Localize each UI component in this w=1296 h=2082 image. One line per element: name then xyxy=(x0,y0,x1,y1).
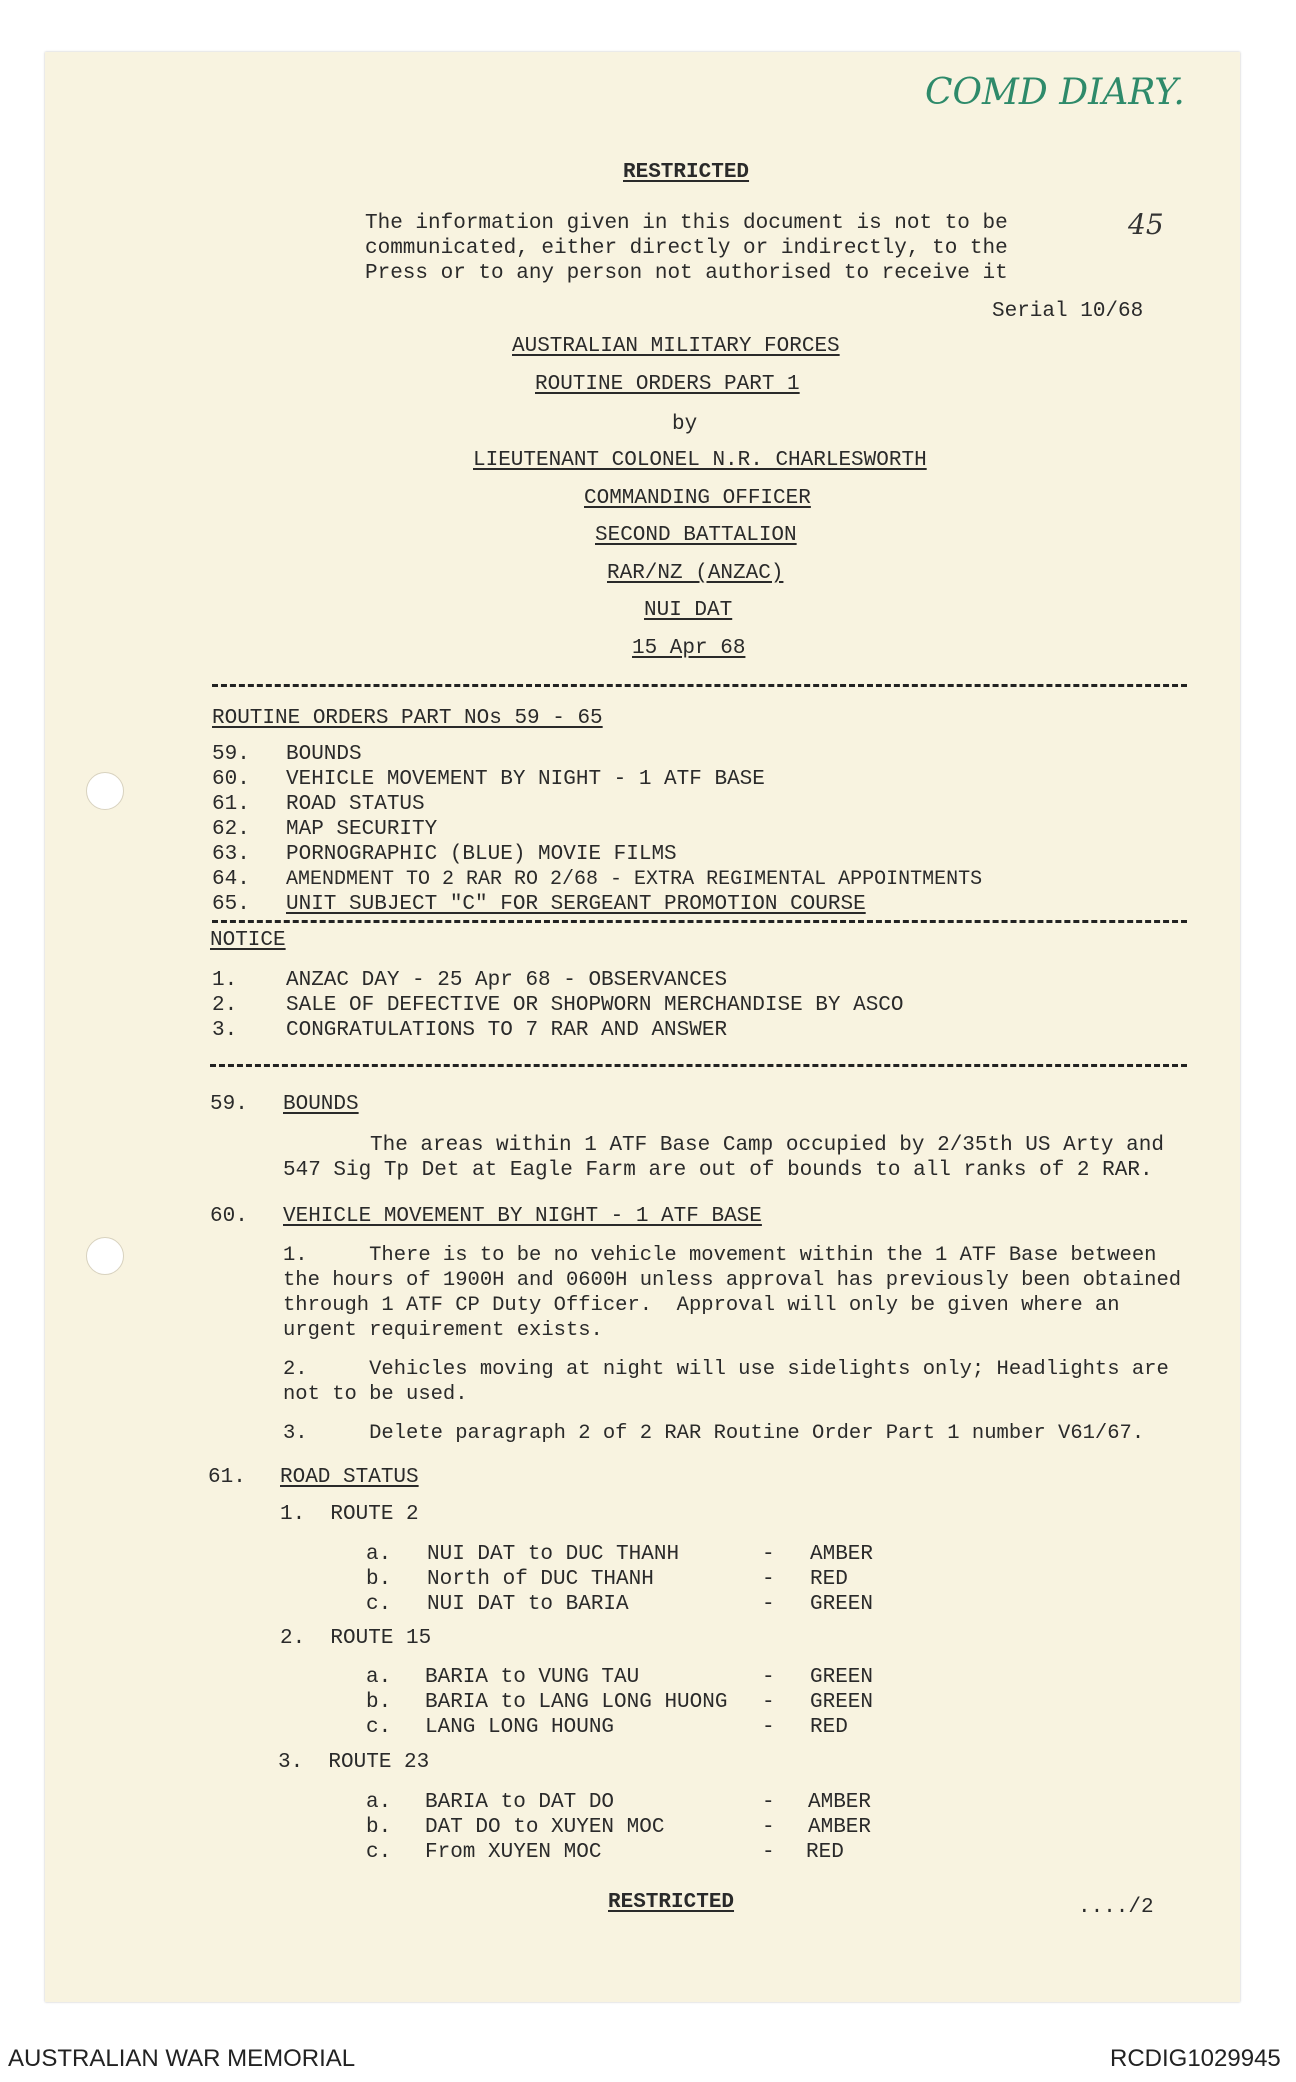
section-60-heading: VEHICLE MOVEMENT BY NIGHT - 1 ATF BASE xyxy=(283,1205,762,1228)
route-status: GREEN xyxy=(810,1691,874,1714)
route-status: AMBER xyxy=(810,1543,874,1566)
section-60-para1-line-4: urgent requirement exists. xyxy=(283,1319,603,1342)
contents-text: ROAD STATUS xyxy=(286,793,425,816)
section-59-heading: BOUNDS xyxy=(283,1093,359,1116)
route-road: LANG LONG HOUNG xyxy=(425,1716,615,1739)
route-dash: - xyxy=(762,1543,775,1566)
route-road: NUI DAT to DUC THANH xyxy=(427,1543,680,1566)
route-road: DAT DO to XUYEN MOC xyxy=(425,1816,665,1839)
contents-text: PORNOGRAPHIC (BLUE) MOVIE FILMS xyxy=(286,843,677,866)
serial-number: Serial 10/68 xyxy=(992,300,1144,323)
route-status: RED xyxy=(806,1841,844,1864)
contents-text: VEHICLE MOVEMENT BY NIGHT - 1 ATF BASE xyxy=(286,768,765,791)
divider-3 xyxy=(210,1064,1187,1067)
contents-num: 65. xyxy=(212,893,250,916)
route-label: 1. ROUTE 2 xyxy=(280,1503,419,1526)
contents-num: 60. xyxy=(212,768,250,791)
title-line-4: LIEUTENANT COLONEL N.R. CHARLESWORTH xyxy=(473,449,927,472)
punch-hole-bottom xyxy=(86,1237,124,1275)
contents-num: 63. xyxy=(212,843,250,866)
title-line-2: ROUTINE ORDERS PART 1 xyxy=(535,373,800,396)
route-dash: - xyxy=(762,1816,775,1839)
route-dash: - xyxy=(762,1791,775,1814)
section-59-line-2: 547 Sig Tp Det at Eagle Farm are out of bounds to all ranks of 2 RAR. xyxy=(283,1159,1153,1182)
route-dash: - xyxy=(762,1593,775,1616)
route-road: North of DUC THANH xyxy=(427,1568,654,1591)
contents-num: 62. xyxy=(212,818,250,841)
handwritten-note: COMD DIARY. xyxy=(925,72,1185,113)
contents-num: 64. xyxy=(212,868,250,891)
route-letter: b. xyxy=(366,1691,392,1714)
warning-line-2: communicated, either directly or indirectly, to the xyxy=(365,237,1008,260)
notice-text: CONGRATULATIONS TO 7 RAR AND ANSWER xyxy=(286,1019,728,1042)
route-letter: c. xyxy=(366,1716,392,1739)
contents-text: BOUNDS xyxy=(286,743,362,766)
classification-bottom: RESTRICTED xyxy=(608,1891,735,1914)
section-61-heading: ROAD STATUS xyxy=(280,1466,419,1489)
route-letter: c. xyxy=(366,1841,392,1864)
contents-heading: ROUTINE ORDERS PART NOs 59 - 65 xyxy=(212,707,603,730)
notice-text: SALE OF DEFECTIVE OR SHOPWORN MERCHANDISE BY ASCO xyxy=(286,994,904,1017)
section-60-para2-line-2: not to be used. xyxy=(283,1383,468,1406)
handwritten-page-number: 45 xyxy=(1128,208,1164,241)
warning-line-1: The information given in this document is not to be xyxy=(365,212,1008,235)
section-61-num: 61. xyxy=(208,1466,246,1489)
contents-num: 59. xyxy=(212,743,250,766)
section-60-para1-line-1: 1. There is to be no vehicle movement within the 1 ATF Base between xyxy=(283,1244,1157,1267)
route-road: BARIA to VUNG TAU xyxy=(425,1666,640,1689)
route-status: AMBER xyxy=(808,1791,872,1814)
divider-2 xyxy=(212,920,1187,923)
route-letter: a. xyxy=(366,1666,392,1689)
route-dash: - xyxy=(762,1716,775,1739)
route-letter: b. xyxy=(366,1568,392,1591)
route-letter: a. xyxy=(366,1543,392,1566)
section-59-line-1: The areas within 1 ATF Base Camp occupied by 2/35th US Arty and xyxy=(370,1134,1164,1157)
route-dash: - xyxy=(762,1666,775,1689)
route-status: RED xyxy=(810,1568,848,1591)
section-60-para3-line-1: 3. Delete paragraph 2 of 2 RAR Routine Order Part 1 number V61/67. xyxy=(283,1422,1145,1445)
punch-hole-top xyxy=(86,772,124,810)
route-label: 3. ROUTE 23 xyxy=(278,1751,430,1774)
contents-text: UNIT SUBJECT "C" FOR SERGEANT PROMOTION COURSE xyxy=(286,893,866,916)
notice-heading: NOTICE xyxy=(210,929,286,952)
title-line-3: by xyxy=(672,413,698,436)
route-label: 2. ROUTE 15 xyxy=(280,1627,432,1650)
route-status: RED xyxy=(810,1716,848,1739)
section-60-para1-line-3: through 1 ATF CP Duty Officer. Approval will only be given where an xyxy=(283,1294,1120,1317)
route-road: From XUYEN MOC xyxy=(425,1841,602,1864)
section-60-num: 60. xyxy=(210,1205,248,1228)
section-59-num: 59. xyxy=(210,1093,248,1116)
notice-num: 1. xyxy=(212,969,238,992)
title-line-7: RAR/NZ (ANZAC) xyxy=(607,562,784,585)
route-dash: - xyxy=(762,1841,775,1864)
route-letter: b. xyxy=(366,1816,392,1839)
title-line-5: COMMANDING OFFICER xyxy=(584,487,811,510)
notice-num: 3. xyxy=(212,1019,238,1042)
archive-footer-right: RCDIG1029945 xyxy=(1110,2045,1281,2072)
section-60-para2-line-1: 2. Vehicles moving at night will use sidelights only; Headlights are xyxy=(283,1358,1169,1381)
archive-footer-left: AUSTRALIAN WAR MEMORIAL xyxy=(8,2045,356,2072)
route-road: NUI DAT to BARIA xyxy=(427,1593,629,1616)
title-line-9: 15 Apr 68 xyxy=(632,637,746,660)
route-road: BARIA to LANG LONG HUONG xyxy=(425,1691,728,1714)
title-line-1: AUSTRALIAN MILITARY FORCES xyxy=(512,335,840,358)
continuation-marker: ..../2 xyxy=(1078,1896,1154,1919)
contents-num: 61. xyxy=(212,793,250,816)
notice-num: 2. xyxy=(212,994,238,1017)
divider-1 xyxy=(212,684,1187,687)
notice-text: ANZAC DAY - 25 Apr 68 - OBSERVANCES xyxy=(286,969,728,992)
route-status: AMBER xyxy=(808,1816,872,1839)
classification-top: RESTRICTED xyxy=(623,161,750,184)
title-line-6: SECOND BATTALION xyxy=(595,524,797,547)
contents-text: MAP SECURITY xyxy=(286,818,438,841)
title-line-8: NUI DAT xyxy=(644,599,733,622)
route-dash: - xyxy=(762,1691,775,1714)
route-letter: a. xyxy=(366,1791,392,1814)
route-dash: - xyxy=(762,1568,775,1591)
contents-text: AMENDMENT TO 2 RAR RO 2/68 - EXTRA REGIMENTAL APPOINTMENTS xyxy=(286,868,983,891)
route-letter: c. xyxy=(366,1593,392,1616)
warning-line-3: Press or to any person not authorised to receive it xyxy=(365,262,1008,285)
route-road: BARIA to DAT DO xyxy=(425,1791,615,1814)
route-status: GREEN xyxy=(810,1593,874,1616)
section-60-para1-line-2: the hours of 1900H and 0600H unless approval has previously been obtained xyxy=(283,1269,1182,1292)
route-status: GREEN xyxy=(810,1666,874,1689)
